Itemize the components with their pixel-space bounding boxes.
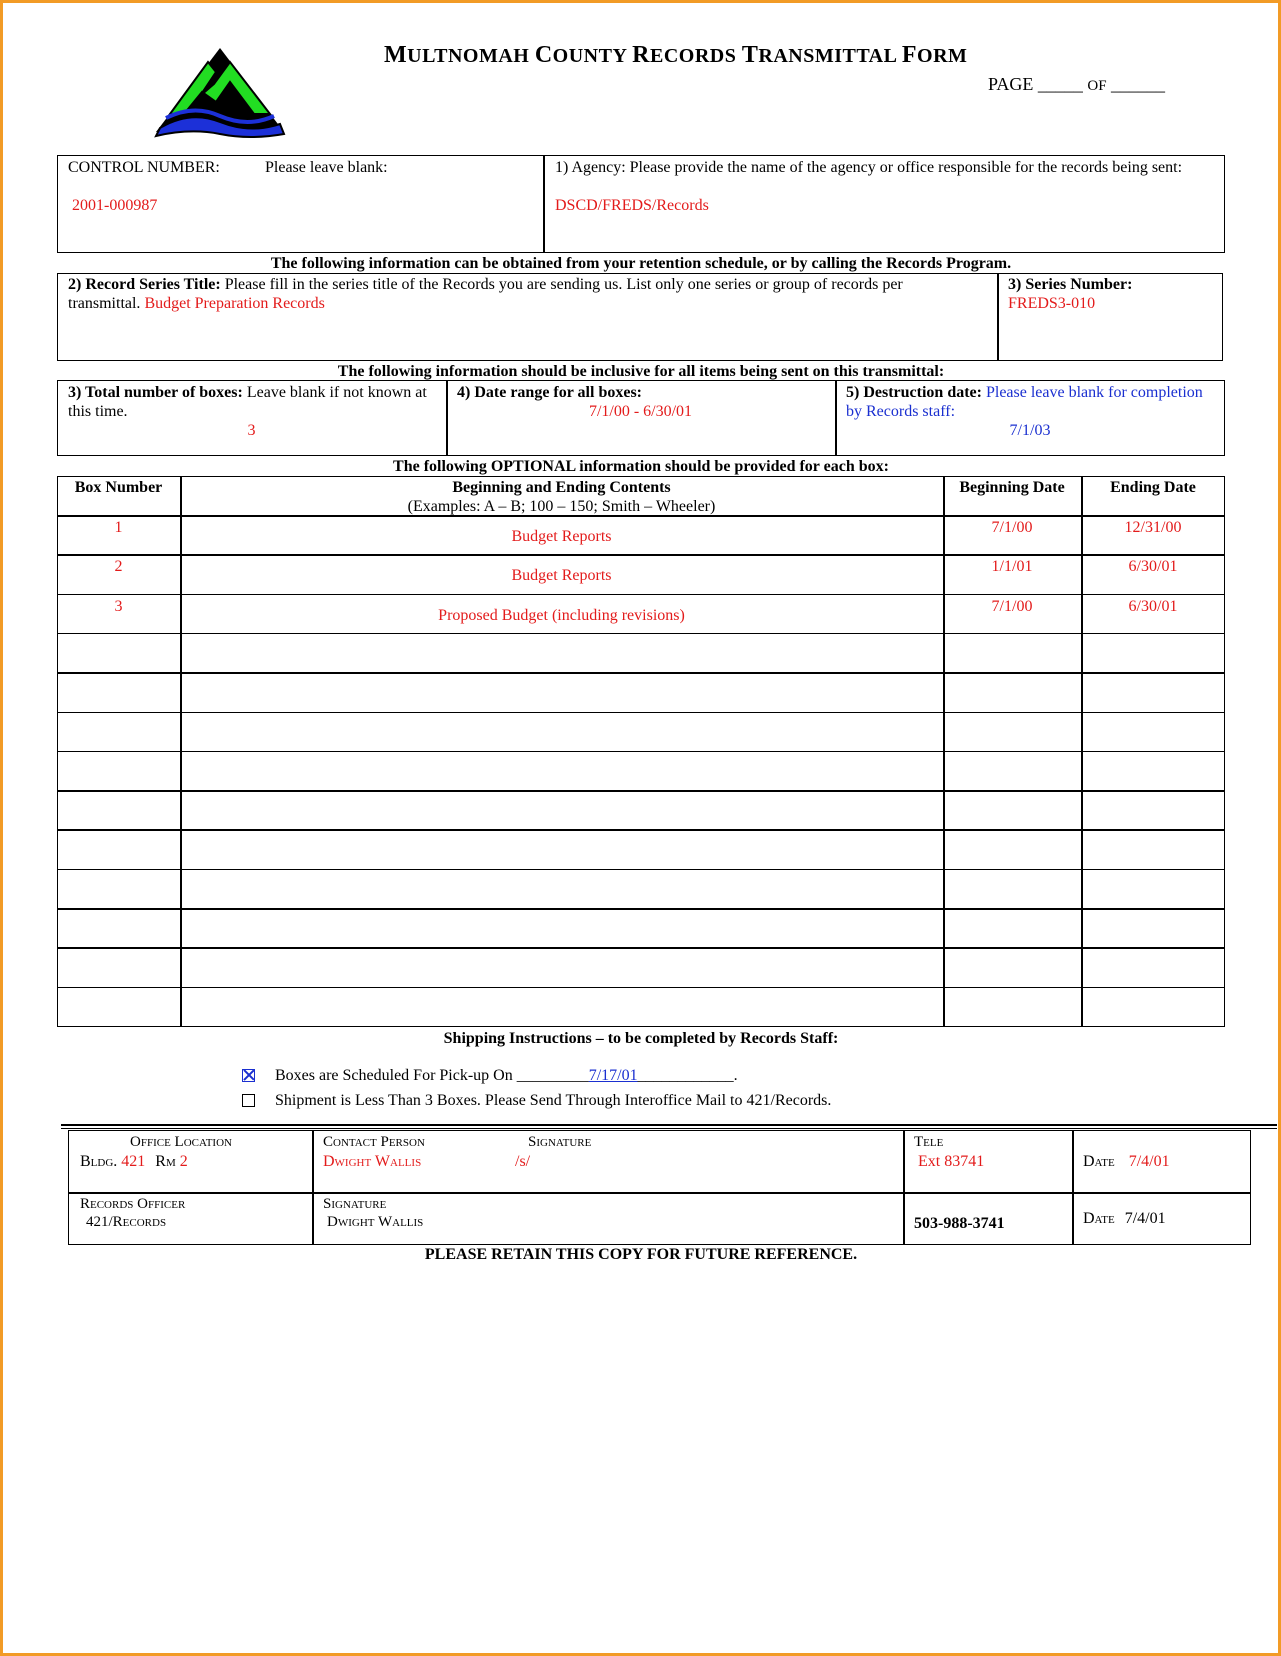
county-logo-icon bbox=[150, 44, 290, 140]
records-officer-label: Records Officer bbox=[80, 1196, 186, 1212]
date-label: Date bbox=[1083, 1153, 1115, 1170]
bldg-label: Bldg. bbox=[80, 1153, 118, 1170]
series-title-label: 2) Record Series Title: bbox=[68, 276, 221, 293]
contents-cell[interactable]: Budget Reports bbox=[511, 567, 612, 585]
title-initial: F bbox=[901, 42, 918, 68]
date2-field bbox=[1083, 1209, 1166, 1228]
end-date-cell[interactable]: 6/30/01 bbox=[1128, 597, 1178, 615]
page-label: PAGE bbox=[988, 74, 1034, 94]
total-boxes-instructions: Leave blank if not known at this time. bbox=[68, 384, 427, 420]
optional-header: The following OPTIONAL information should be provided for each box: bbox=[393, 458, 889, 475]
inclusive-header: The following information should be inclusive for all items being sent on this transmittal: bbox=[337, 363, 945, 380]
phone-value: 503-988-3741 bbox=[914, 1215, 1005, 1232]
destruction-instructions: Please leave blank for completion by Records staff: bbox=[846, 384, 1203, 420]
title-initial: R bbox=[632, 42, 650, 68]
signature2-label: Signature bbox=[323, 1196, 387, 1212]
contents-cell[interactable]: Proposed Budget (including revisions) bbox=[438, 606, 685, 624]
title-rest: RANSMITTAL bbox=[758, 45, 902, 67]
total-boxes-field bbox=[68, 383, 438, 421]
of-blank[interactable]: ______ bbox=[1111, 74, 1166, 94]
control-leave-blank: Please leave blank: bbox=[265, 159, 388, 176]
date2-label: Date bbox=[1083, 1210, 1115, 1227]
form-title bbox=[384, 42, 967, 69]
retention-header: The following information can be obtained from your retention schedule, or by calling the Records Program. bbox=[270, 255, 1012, 272]
pickup-blank-right: ____________. bbox=[637, 1067, 738, 1084]
page-of-field bbox=[988, 74, 1165, 95]
destruction-field bbox=[846, 383, 1216, 421]
series-number-value[interactable]: FREDS3-010 bbox=[1008, 295, 1096, 312]
pickup-blank-left: _________ bbox=[516, 1067, 589, 1084]
end-date-cell[interactable]: 6/30/01 bbox=[1128, 558, 1178, 576]
table-row-divider bbox=[57, 790, 1225, 792]
date2-value: 7/4/01 bbox=[1124, 1210, 1166, 1227]
table-row-divider bbox=[57, 672, 1225, 674]
date-value[interactable]: 7/4/01 bbox=[1128, 1153, 1170, 1170]
destruction-value[interactable]: 7/1/03 bbox=[1009, 422, 1051, 439]
table-row-divider bbox=[57, 594, 1225, 596]
contact-value[interactable]: Dwight Wallis bbox=[323, 1153, 422, 1170]
series-title-instructions-1: Please fill in the series title of the Records you are sending us. List only one series or group of records per bbox=[220, 276, 903, 293]
header-end-date: Ending Date bbox=[1110, 479, 1196, 496]
pickup-option bbox=[275, 1066, 738, 1085]
table-row-divider bbox=[57, 751, 1225, 753]
title-initial: M bbox=[384, 42, 408, 68]
header-contents-examples: (Examples: A – B; 100 – 150; Smith – Wheeler) bbox=[407, 498, 716, 515]
pickup-label: Boxes are Scheduled For Pick-up On bbox=[275, 1067, 517, 1084]
pickup-date[interactable]: 7/17/01 bbox=[588, 1067, 638, 1084]
header-contents bbox=[180, 478, 943, 516]
table-row-divider bbox=[57, 515, 1225, 517]
table-row-divider bbox=[57, 987, 1225, 989]
rm-label: Rm bbox=[155, 1153, 176, 1170]
tele-value[interactable]: Ext 83741 bbox=[918, 1153, 985, 1170]
series-title-value[interactable]: Budget Preparation Records bbox=[144, 295, 325, 312]
total-boxes-label: 3) Total number of boxes: bbox=[68, 384, 243, 401]
header-box-number: Box Number bbox=[74, 479, 163, 496]
table-row-divider bbox=[57, 712, 1225, 714]
box-number-cell[interactable]: 3 bbox=[114, 597, 123, 615]
box-number-cell[interactable]: 1 bbox=[114, 519, 123, 536]
destruction-label: 5) Destruction date: bbox=[846, 384, 982, 401]
interoffice-option: Shipment is Less Than 3 Boxes. Please Send Through Interoffice Mail to 421/Records. bbox=[275, 1092, 832, 1109]
page-blank[interactable]: _____ bbox=[1037, 74, 1083, 94]
rm-value[interactable]: 2 bbox=[179, 1153, 188, 1170]
bldg-value[interactable]: 421 bbox=[121, 1153, 146, 1170]
header-begin-date: Beginning Date bbox=[959, 479, 1065, 496]
series-title-field bbox=[68, 275, 988, 313]
title-rest: ORM bbox=[917, 45, 968, 67]
retain-note: PLEASE RETAIN THIS COPY FOR FUTURE REFERENCE. bbox=[424, 1246, 858, 1263]
records-officer-value: 421/Records bbox=[86, 1214, 167, 1230]
agency-value[interactable]: DSCD/FREDS/Records bbox=[555, 197, 709, 214]
end-date-cell[interactable]: 12/31/00 bbox=[1124, 519, 1182, 536]
table-row-divider bbox=[57, 554, 1225, 556]
signature-value[interactable]: /s/ bbox=[515, 1153, 531, 1170]
table-row-divider bbox=[57, 869, 1225, 871]
signature-label: Signature bbox=[528, 1134, 592, 1150]
series-number-label: 3) Series Number: bbox=[1008, 276, 1133, 293]
total-boxes-value[interactable]: 3 bbox=[247, 422, 256, 439]
interoffice-checkbox[interactable] bbox=[242, 1094, 255, 1107]
control-number-value[interactable]: 2001-000987 bbox=[72, 197, 158, 214]
office-location-label: Office Location bbox=[130, 1134, 232, 1150]
table-row-divider bbox=[57, 633, 1225, 635]
begin-date-cell[interactable]: 7/1/00 bbox=[991, 597, 1033, 615]
bldg-room-field bbox=[80, 1152, 188, 1171]
tele-label: Tele bbox=[914, 1134, 944, 1150]
table-row-divider bbox=[57, 947, 1225, 949]
agency-label: 1) Agency: Please provide the name of the agency or office responsible for the records being sent: bbox=[555, 159, 1183, 176]
control-number-label: CONTROL NUMBER: bbox=[68, 159, 220, 176]
footer-table bbox=[68, 1130, 1251, 1245]
title-rest: OUNTY bbox=[552, 45, 633, 67]
title-rest: ECORDS bbox=[650, 45, 742, 67]
date-range-value[interactable]: 7/1/00 - 6/30/01 bbox=[588, 403, 693, 420]
header-contents-title: Beginning and Ending Contents bbox=[452, 479, 671, 496]
table-row-divider bbox=[57, 908, 1225, 910]
contact-label: Contact Person bbox=[323, 1134, 425, 1150]
begin-date-cell[interactable]: 7/1/00 bbox=[991, 519, 1033, 536]
shipping-title: Shipping Instructions – to be completed by Records Staff: bbox=[443, 1030, 839, 1047]
title-initial: T bbox=[741, 42, 759, 68]
pickup-checkbox[interactable] bbox=[242, 1069, 255, 1082]
begin-date-cell[interactable]: 1/1/01 bbox=[991, 558, 1033, 576]
contents-cell[interactable]: Budget Reports bbox=[511, 528, 612, 545]
date-range-label: 4) Date range for all boxes: bbox=[457, 384, 642, 401]
of-label: OF bbox=[1087, 78, 1107, 94]
title-initial: C bbox=[534, 42, 553, 68]
series-title-instructions-2: transmittal. bbox=[68, 295, 141, 312]
signature2-value: Dwight Wallis bbox=[327, 1214, 424, 1230]
table-row-divider bbox=[57, 829, 1225, 831]
title-rest: ULTNOMAH bbox=[407, 45, 535, 67]
date-field bbox=[1083, 1152, 1170, 1171]
box-number-cell[interactable]: 2 bbox=[114, 558, 123, 576]
